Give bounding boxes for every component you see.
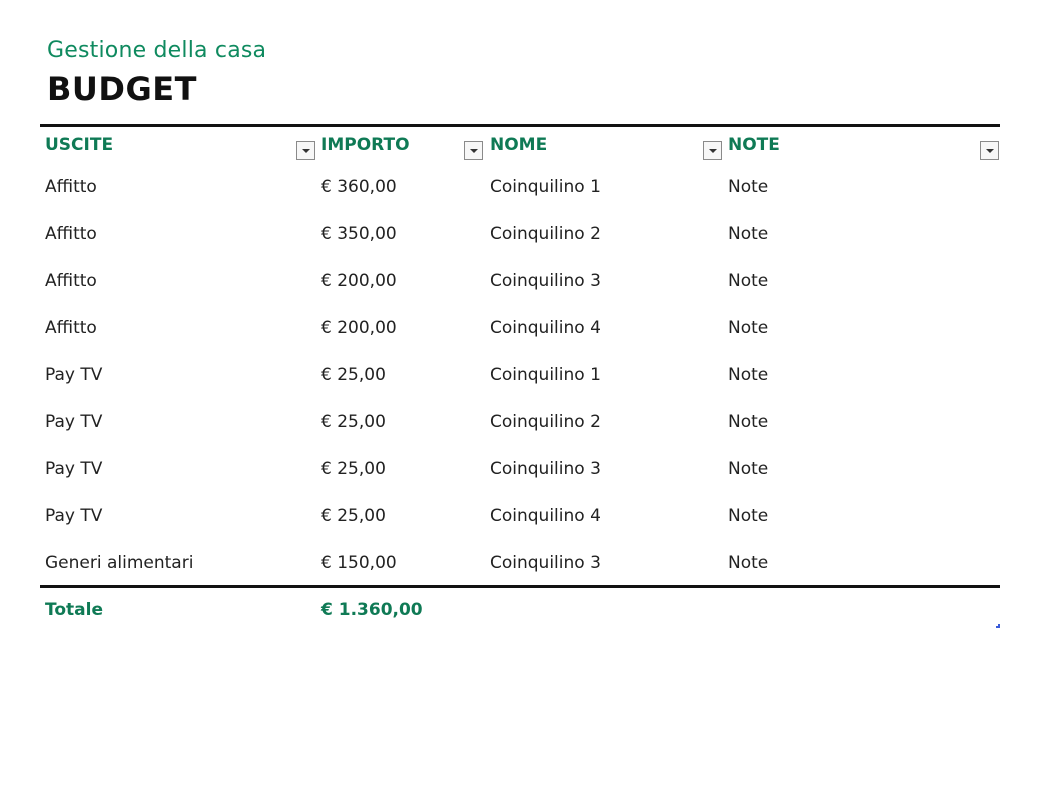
cell-note[interactable]: Note	[728, 271, 769, 291]
cell-nome[interactable]: Coinquilino 1	[490, 177, 601, 197]
cell-nome[interactable]: Coinquilino 3	[490, 271, 601, 291]
total-row[interactable]	[40, 588, 1000, 632]
filter-dropdown-icon[interactable]	[980, 141, 999, 160]
cell-note[interactable]: Note	[728, 553, 769, 573]
cell-note[interactable]: Note	[728, 177, 769, 197]
cell-importo[interactable]: € 25,00	[321, 412, 386, 432]
filter-dropdown-icon[interactable]	[296, 141, 315, 160]
cell-importo[interactable]: € 200,00	[321, 271, 397, 291]
cell-nome[interactable]: Coinquilino 1	[490, 365, 601, 385]
cell-uscite[interactable]: Affitto	[45, 177, 97, 197]
table-row[interactable]	[40, 214, 1000, 261]
cell-importo[interactable]: € 25,00	[321, 365, 386, 385]
cell-uscite[interactable]: Pay TV	[45, 506, 103, 526]
column-header-nome: NOME	[490, 135, 548, 155]
table-row[interactable]	[40, 402, 1000, 449]
cell-uscite[interactable]: Affitto	[45, 224, 97, 244]
cell-importo[interactable]: € 25,00	[321, 506, 386, 526]
total-label: Totale	[45, 600, 103, 620]
cell-importo[interactable]: € 25,00	[321, 459, 386, 479]
budget-table	[40, 124, 1000, 632]
cell-nome[interactable]: Coinquilino 3	[490, 553, 601, 573]
cell-uscite[interactable]: Affitto	[45, 271, 97, 291]
filter-dropdown-icon[interactable]	[703, 141, 722, 160]
cell-nome[interactable]: Coinquilino 2	[490, 224, 601, 244]
total-amount[interactable]: € 1.360,00	[321, 600, 423, 620]
cell-nome[interactable]: Coinquilino 4	[490, 506, 601, 526]
cell-nome[interactable]: Coinquilino 4	[490, 318, 601, 338]
table-row[interactable]	[40, 355, 1000, 402]
table-row[interactable]	[40, 496, 1000, 543]
column-header-uscite: USCITE	[45, 135, 114, 155]
cell-note[interactable]: Note	[728, 412, 769, 432]
cell-importo[interactable]: € 200,00	[321, 318, 397, 338]
cell-note[interactable]: Note	[728, 506, 769, 526]
cell-importo[interactable]: € 350,00	[321, 224, 397, 244]
cell-uscite[interactable]: Pay TV	[45, 459, 103, 479]
column-header-note: NOTE	[728, 135, 780, 155]
cell-nome[interactable]: Coinquilino 3	[490, 459, 601, 479]
page-subtitle: Gestione della casa	[47, 38, 267, 63]
table-row[interactable]	[40, 543, 1000, 590]
page-title: BUDGET	[47, 70, 197, 108]
cell-uscite[interactable]: Affitto	[45, 318, 97, 338]
cell-uscite[interactable]: Pay TV	[45, 412, 103, 432]
cell-note[interactable]: Note	[728, 459, 769, 479]
cell-importo[interactable]: € 150,00	[321, 553, 397, 573]
table-row[interactable]	[40, 261, 1000, 308]
cell-importo[interactable]: € 360,00	[321, 177, 397, 197]
filter-dropdown-icon[interactable]	[464, 141, 483, 160]
cell-nome[interactable]: Coinquilino 2	[490, 412, 601, 432]
cell-uscite[interactable]: Generi alimentari	[45, 553, 194, 573]
column-header-importo: IMPORTO	[321, 135, 410, 155]
table-resize-handle-icon[interactable]	[996, 624, 1000, 628]
cell-note[interactable]: Note	[728, 224, 769, 244]
table-row[interactable]	[40, 308, 1000, 355]
cell-uscite[interactable]: Pay TV	[45, 365, 103, 385]
cell-note[interactable]: Note	[728, 365, 769, 385]
cell-note[interactable]: Note	[728, 318, 769, 338]
table-row[interactable]	[40, 449, 1000, 496]
table-header	[40, 127, 1000, 167]
table-row[interactable]	[40, 167, 1000, 214]
